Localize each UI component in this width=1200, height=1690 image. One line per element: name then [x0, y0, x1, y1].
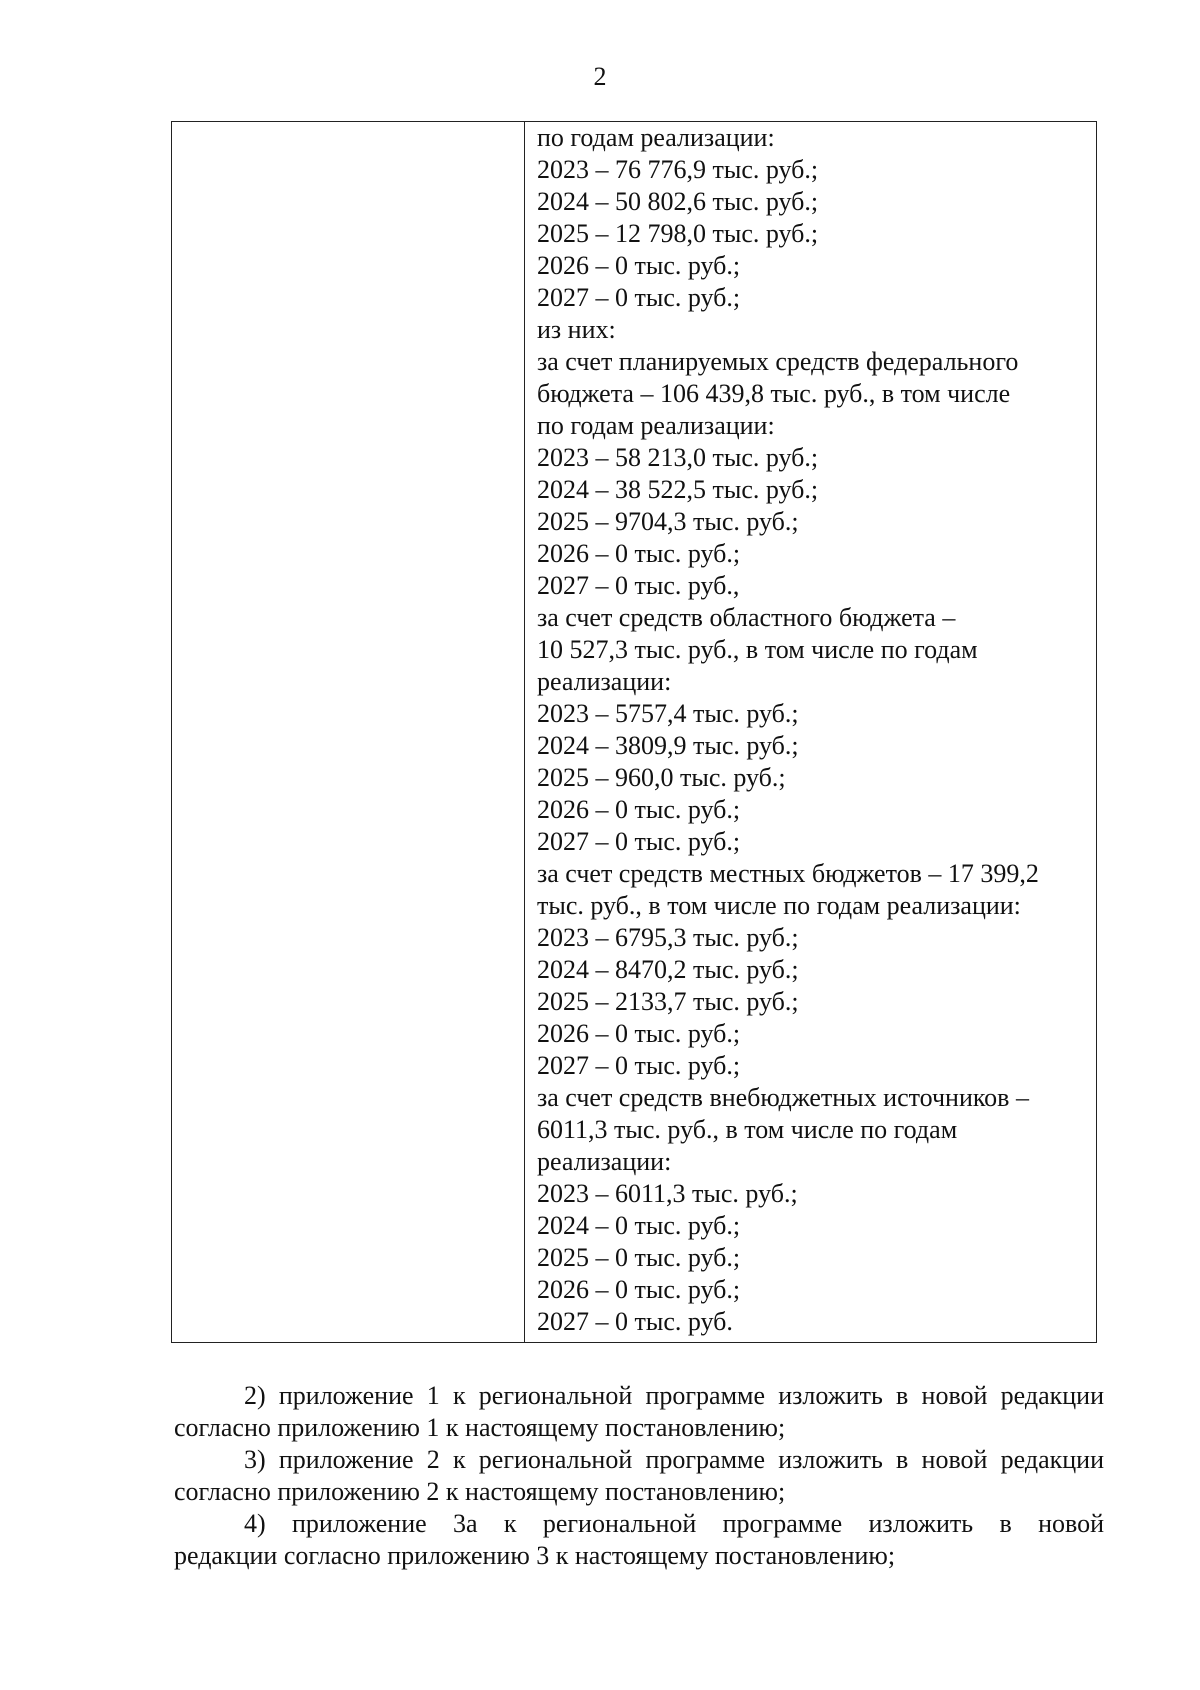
- paragraph-line: согласно приложению 1 к настоящему постановлению;: [174, 1413, 786, 1442]
- cell-line: реализации:: [537, 667, 672, 696]
- cell-line: за счет средств местных бюджетов – 17 399,2: [537, 859, 1039, 888]
- cell-line: 2027 – 0 тыс. руб.,: [537, 571, 740, 600]
- cell-line: 2026 – 0 тыс. руб.;: [537, 1019, 741, 1048]
- table-right-cell: [525, 122, 1096, 1342]
- paragraph-line: 4) приложение 3а к региональной программе изложить в новой: [244, 1509, 1104, 1538]
- paragraph-item-4: [174, 1508, 1104, 1572]
- cell-line: 2026 – 0 тыс. руб.;: [537, 251, 741, 280]
- cell-line: тыс. руб., в том числе по годам реализации:: [537, 891, 1021, 920]
- cell-line: 2025 – 2133,7 тыс. руб.;: [537, 987, 799, 1016]
- cell-line: 2023 – 6011,3 тыс. руб.;: [537, 1179, 798, 1208]
- cell-line: по годам реализации:: [537, 411, 775, 440]
- paragraph-line: 3) приложение 2 к региональной программе изложить в новой редакции: [244, 1445, 1104, 1474]
- cell-line: 2025 – 0 тыс. руб.;: [537, 1243, 741, 1272]
- cell-line: 2027 – 0 тыс. руб.;: [537, 827, 741, 856]
- cell-line: 6011,3 тыс. руб., в том числе по годам: [537, 1115, 958, 1144]
- cell-line: 2025 – 9704,3 тыс. руб.;: [537, 507, 799, 536]
- body-paragraphs: [174, 1380, 1104, 1572]
- cell-line: 2025 – 960,0 тыс. руб.;: [537, 763, 786, 792]
- paragraph-line: редакции согласно приложению 3 к настоящему постановлению;: [174, 1541, 896, 1570]
- cell-line: 2027 – 0 тыс. руб.;: [537, 283, 741, 312]
- table-left-cell: [172, 122, 525, 1342]
- cell-line: 2024 – 3809,9 тыс. руб.;: [537, 731, 799, 760]
- cell-line: за счет средств областного бюджета –: [537, 603, 956, 632]
- cell-line: за счет средств внебюджетных источников –: [537, 1083, 1029, 1112]
- paragraph-item-2: [174, 1380, 1104, 1444]
- funding-table: [171, 121, 1097, 1343]
- cell-line: 2024 – 8470,2 тыс. руб.;: [537, 955, 799, 984]
- cell-line: 2026 – 0 тыс. руб.;: [537, 539, 741, 568]
- cell-line: 2024 – 50 802,6 тыс. руб.;: [537, 187, 819, 216]
- cell-line: 2023 – 6795,3 тыс. руб.;: [537, 923, 799, 952]
- cell-line: 2025 – 12 798,0 тыс. руб.;: [537, 219, 819, 248]
- paragraph-line: согласно приложению 2 к настоящему постановлению;: [174, 1477, 786, 1506]
- cell-line: бюджета – 106 439,8 тыс. руб., в том числе: [537, 379, 1011, 408]
- page-number: 2: [593, 62, 607, 91]
- cell-line: 2026 – 0 тыс. руб.;: [537, 795, 741, 824]
- cell-line: по годам реализации:: [537, 123, 775, 152]
- cell-line: 2026 – 0 тыс. руб.;: [537, 1275, 741, 1304]
- cell-line: 2027 – 0 тыс. руб.;: [537, 1051, 741, 1080]
- cell-line: реализации:: [537, 1147, 672, 1176]
- cell-line: из них:: [537, 315, 616, 344]
- cell-line: за счет планируемых средств федерального: [537, 347, 1019, 376]
- paragraph-line: 2) приложение 1 к региональной программе изложить в новой редакции: [244, 1381, 1104, 1410]
- cell-line: 10 527,3 тыс. руб., в том числе по годам: [537, 635, 978, 664]
- paragraph-item-3: [174, 1444, 1104, 1508]
- cell-line: 2023 – 5757,4 тыс. руб.;: [537, 699, 799, 728]
- cell-line: 2023 – 76 776,9 тыс. руб.;: [537, 155, 819, 184]
- cell-line: 2023 – 58 213,0 тыс. руб.;: [537, 443, 819, 472]
- cell-line: 2024 – 0 тыс. руб.;: [537, 1211, 741, 1240]
- cell-line: 2024 – 38 522,5 тыс. руб.;: [537, 475, 819, 504]
- cell-line: 2027 – 0 тыс. руб.: [537, 1307, 733, 1336]
